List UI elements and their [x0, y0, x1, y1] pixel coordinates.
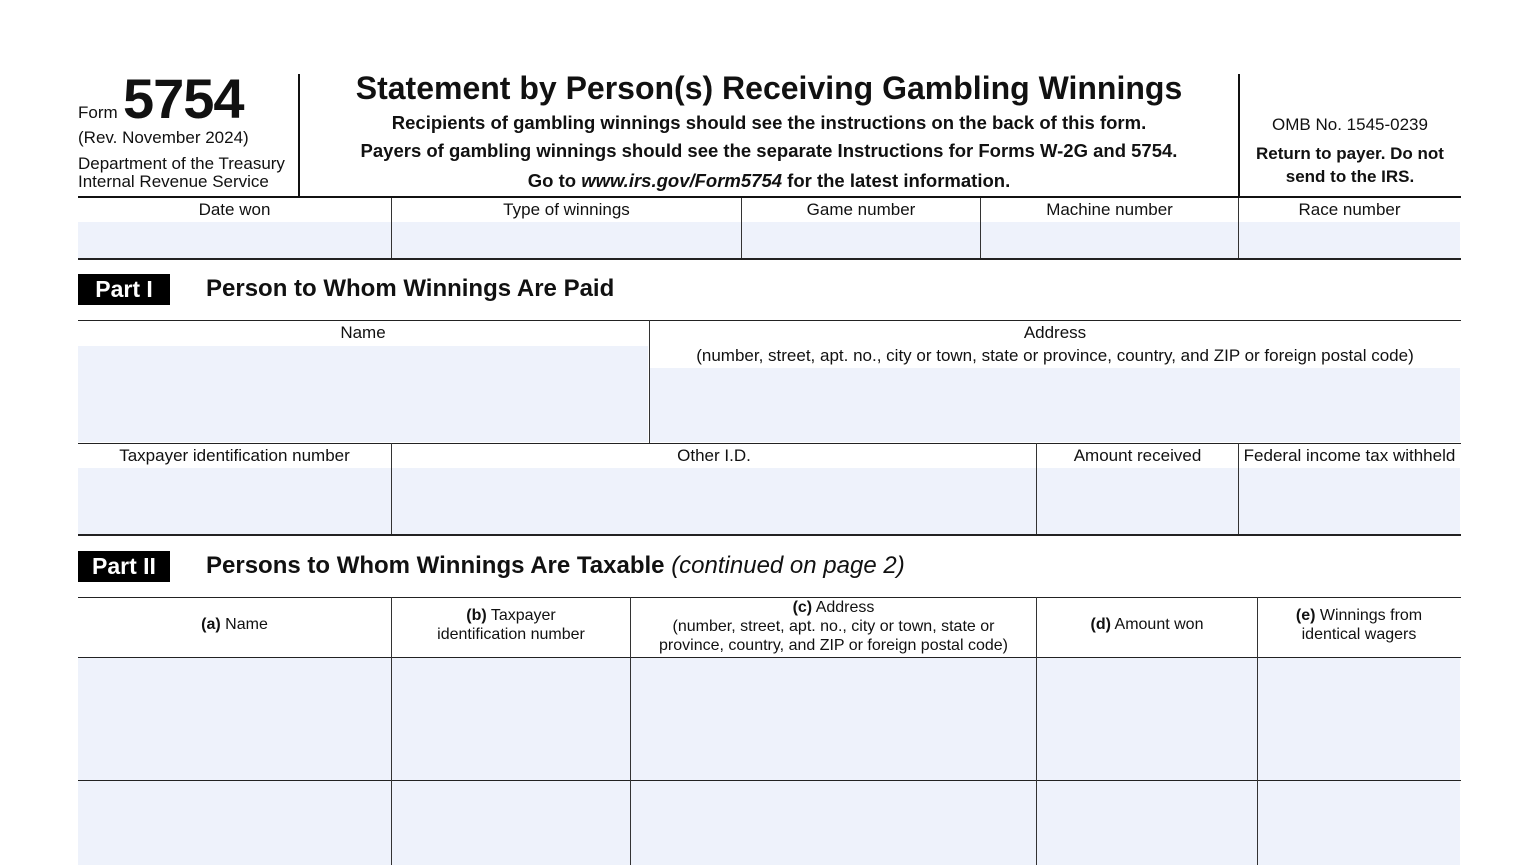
- part1-title: Person to Whom Winnings Are Paid: [206, 275, 615, 302]
- rule: [78, 320, 1461, 321]
- col-a-label: Name: [225, 616, 268, 633]
- other-id-field[interactable]: [392, 468, 1036, 534]
- machine-number-label: Machine number: [1046, 200, 1173, 219]
- col-c-letter: (c): [792, 599, 813, 616]
- form-word: Form: [78, 103, 118, 122]
- row1-address-field[interactable]: [631, 658, 1036, 780]
- col-e-letter: (e): [1295, 607, 1316, 624]
- amount-received-field[interactable]: [1037, 468, 1238, 534]
- divider: [1036, 597, 1037, 865]
- return-notice-line1: Return to payer. Do not: [1256, 144, 1444, 163]
- machine-number-field[interactable]: [981, 222, 1238, 258]
- divider: [1257, 597, 1258, 865]
- row1-amount-won-field[interactable]: [1037, 658, 1257, 780]
- race-number-label: Race number: [1298, 200, 1401, 219]
- divider: [1238, 443, 1239, 535]
- col-d-label: Amount won: [1114, 616, 1204, 633]
- col-c-label-line2: (number, street, apt. no., city or town, state or: [672, 618, 995, 635]
- part1-badge: Part I: [78, 274, 170, 305]
- website-prefix: Go to: [527, 170, 577, 191]
- col-b-label-line1: Taxpayer: [490, 607, 556, 624]
- return-notice-line2: send to the IRS.: [1285, 167, 1415, 186]
- col-a-header: [78, 615, 391, 634]
- game-number-field[interactable]: [742, 222, 980, 258]
- payee-address-sublabel: (number, street, apt. no., city or town, state or province, country, and ZIP or foreign postal code): [696, 346, 1414, 365]
- tin-label: Taxpayer identification number: [119, 446, 350, 465]
- amount-received-label: Amount received: [1073, 446, 1202, 465]
- header-bottom-rule: [78, 196, 1461, 198]
- row2-amount-won-field[interactable]: [1037, 781, 1257, 865]
- payee-address-field[interactable]: [650, 368, 1460, 442]
- website-line: [300, 169, 1238, 193]
- divider: [391, 443, 392, 535]
- col-d-header: [1037, 615, 1257, 634]
- date-won-label: Date won: [198, 200, 271, 219]
- federal-tax-withheld-field[interactable]: [1239, 468, 1460, 534]
- col-e-header: [1258, 606, 1460, 644]
- row2-tin-field[interactable]: [392, 781, 630, 865]
- row2-name-field[interactable]: [78, 781, 391, 865]
- type-of-winnings-label: Type of winnings: [503, 200, 630, 219]
- payers-instruction: Payers of gambling winnings should see the separate Instructions for Forms W-2G and 5754.: [360, 140, 1178, 161]
- race-number-field[interactable]: [1239, 222, 1460, 258]
- divider: [1238, 198, 1239, 259]
- col-b-header: [392, 606, 630, 644]
- col-c-label-line3: province, country, and ZIP or foreign postal code): [659, 637, 1008, 654]
- col-c-header: [631, 598, 1036, 655]
- row1-tin-field[interactable]: [392, 658, 630, 780]
- row2-identical-wagers-field[interactable]: [1258, 781, 1460, 865]
- row1-name-field[interactable]: [78, 658, 391, 780]
- row2-address-field[interactable]: [631, 781, 1036, 865]
- part2-badge: Part II: [78, 551, 170, 582]
- part2-title-text: Persons to Whom Winnings Are Taxable: [206, 552, 665, 579]
- part2-title-note: (continued on page 2): [671, 552, 905, 579]
- omb-number: OMB No. 1545-0239: [1272, 115, 1428, 134]
- col-a-letter: (a): [201, 616, 221, 633]
- row1-identical-wagers-field[interactable]: [1258, 658, 1460, 780]
- website-suffix: for the latest information.: [787, 170, 1011, 191]
- col-c-label-line1: Address: [815, 599, 875, 616]
- department-line: Department of the Treasury: [78, 154, 285, 173]
- col-e-label-line2: identical wagers: [1301, 626, 1417, 643]
- form-title: Statement by Person(s) Receiving Gambling Winnings: [355, 70, 1183, 106]
- form-number: 5754: [123, 67, 244, 130]
- divider: [1036, 443, 1037, 535]
- payee-name-field[interactable]: [78, 346, 648, 442]
- part2-title: [206, 551, 905, 581]
- other-id-label: Other I.D.: [677, 446, 751, 465]
- type-of-winnings-field[interactable]: [392, 222, 741, 258]
- date-won-field[interactable]: [78, 222, 391, 258]
- divider: [391, 198, 392, 259]
- col-b-label-line2: identification number: [437, 626, 585, 643]
- rule: [78, 443, 1461, 444]
- divider: [630, 597, 631, 865]
- divider: [980, 198, 981, 259]
- rule: [78, 258, 1461, 260]
- federal-tax-withheld-label: Federal income tax withheld: [1243, 446, 1456, 465]
- return-notice: [1240, 142, 1460, 188]
- divider: [741, 198, 742, 259]
- col-e-label-line1: Winnings from: [1319, 607, 1423, 624]
- game-number-label: Game number: [806, 200, 916, 219]
- payee-address-label: Address: [1023, 323, 1087, 342]
- recipients-instruction: Recipients of gambling winnings should see the instructions on the back of this form.: [391, 112, 1147, 133]
- payee-name-label: Name: [340, 323, 386, 342]
- col-b-letter: (b): [466, 607, 487, 624]
- col-d-letter: (d): [1090, 616, 1111, 633]
- divider: [391, 597, 392, 865]
- form-revision: (Rev. November 2024): [78, 128, 249, 147]
- tin-field[interactable]: [78, 468, 391, 534]
- irs-form-link[interactable]: www.irs.gov/Form5754: [581, 170, 783, 191]
- divider: [649, 320, 650, 443]
- rule: [78, 534, 1461, 536]
- agency-line: Internal Revenue Service: [78, 172, 269, 191]
